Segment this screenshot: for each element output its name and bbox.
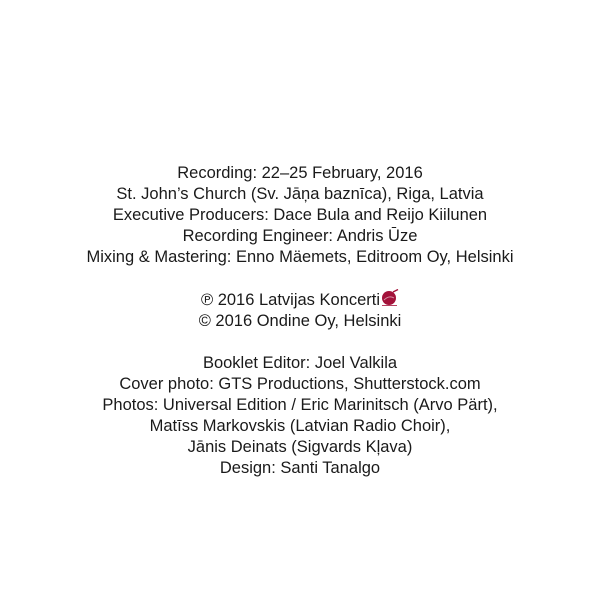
latvijas-koncerti-logo-icon <box>381 289 399 307</box>
photos-line-1: Photos: Universal Edition / Eric Marinitsch (Arvo Pärt), <box>102 396 498 414</box>
copyright-block <box>0 289 600 332</box>
recording-venue: St. John’s Church (Sv. Jāņa baznīca), Riga, Latvia <box>116 185 484 203</box>
mixing-mastering: Mixing & Mastering: Enno Mäemets, Editroom Oy, Helsinki <box>86 248 514 266</box>
photos-line-3: Jānis Deinats (Sigvards Kļava) <box>187 438 413 456</box>
recording-credits <box>0 163 600 268</box>
booklet-editor: Booklet Editor: Joel Valkila <box>202 354 398 372</box>
booklet-credits <box>0 353 600 479</box>
credits-text <box>0 163 600 479</box>
photos-line-2: Matīss Markovskis (Latvian Radio Choir), <box>149 417 451 435</box>
design-credit: Design: Santi Tanalgo <box>219 459 381 477</box>
copyright-text: © 2016 Ondine Oy, Helsinki <box>198 312 402 330</box>
executive-producers: Executive Producers: Dace Bula and Reijo Kiilunen <box>112 206 488 224</box>
cover-photo: Cover photo: GTS Productions, Shutterstock.com <box>119 375 481 393</box>
phonogram-line <box>0 289 600 311</box>
phonogram-text: ℗ 2016 Latvijas Koncerti <box>200 291 381 309</box>
recording-date: Recording: 22–25 February, 2016 <box>177 164 423 182</box>
recording-engineer: Recording Engineer: Andris Ūze <box>182 227 418 245</box>
